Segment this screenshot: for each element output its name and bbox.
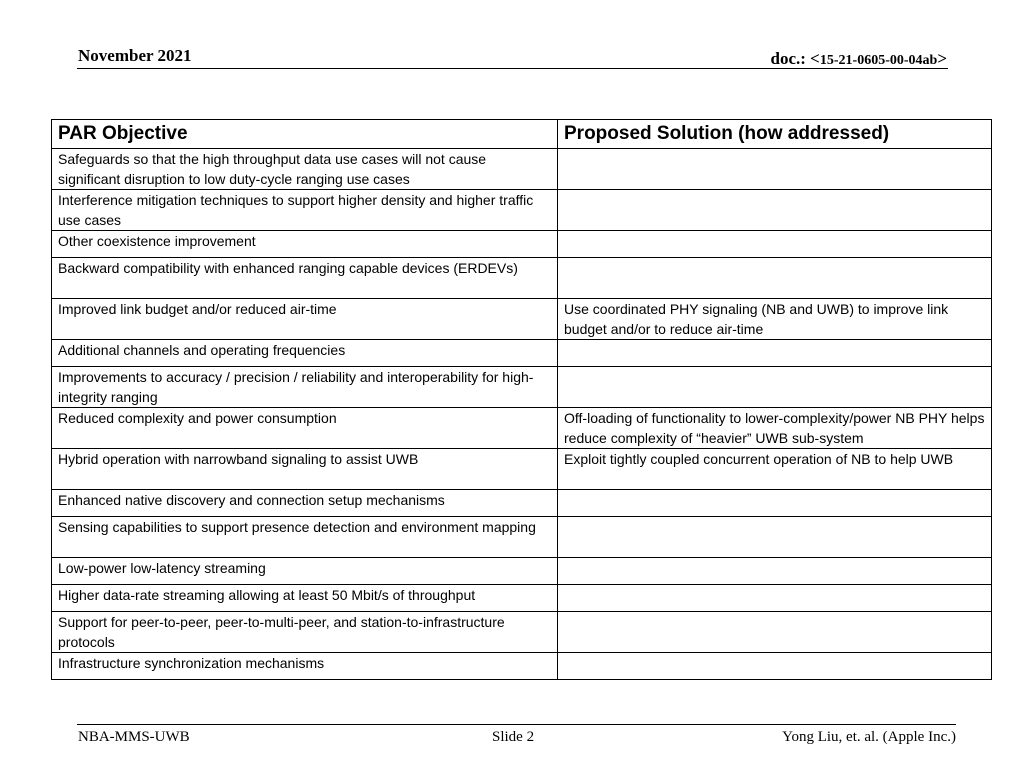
objective-cell: Additional channels and operating frequencies (52, 340, 558, 367)
table-row (52, 517, 992, 558)
table-row (52, 190, 992, 231)
solution-cell (558, 585, 992, 612)
solution-cell (558, 258, 992, 299)
objective-cell: Improvements to accuracy / precision / reliability and interoperability for high-integrity ranging (52, 367, 558, 408)
header-date: November 2021 (78, 46, 192, 65)
solution-cell (558, 517, 992, 558)
table-row (52, 231, 992, 258)
doc-prefix: doc.: < (770, 49, 820, 68)
objective-cell: Support for peer-to-peer, peer-to-multi-peer, and station-to-infrastructure protocols (52, 612, 558, 653)
objective-cell: Backward compatibility with enhanced ranging capable devices (ERDEVs) (52, 258, 558, 299)
table-row (52, 258, 992, 299)
objective-cell: Hybrid operation with narrowband signaling to assist UWB (52, 449, 558, 490)
table-row (52, 490, 992, 517)
solution-cell (558, 612, 992, 653)
objective-cell: Infrastructure synchronization mechanisms (52, 653, 558, 680)
table-row (52, 340, 992, 367)
objective-cell: Improved link budget and/or reduced air-time (52, 299, 558, 340)
table-row (52, 408, 992, 449)
objective-cell: Other coexistence improvement (52, 231, 558, 258)
solution-cell (558, 340, 992, 367)
doc-code: 15-21-0605-00-04ab (819, 53, 938, 68)
header-par-objective: PAR Objective (52, 120, 558, 149)
header-doc-id (771, 49, 947, 69)
table-row (52, 585, 992, 612)
solution-cell (558, 149, 992, 190)
table-row (52, 299, 992, 340)
solution-cell (558, 190, 992, 231)
objective-cell: Enhanced native discovery and connection setup mechanisms (52, 490, 558, 517)
header-divider (77, 68, 948, 69)
par-objectives-table (51, 119, 992, 680)
table-row (52, 612, 992, 653)
solution-cell (558, 231, 992, 258)
solution-cell: Off-loading of functionality to lower-complexity/power NB PHY helps reduce complexity of “heavier” UWB sub-system (558, 408, 992, 449)
solution-cell (558, 367, 992, 408)
objective-cell: Low-power low-latency streaming (52, 558, 558, 585)
header-proposed-solution: Proposed Solution (how addressed) (558, 120, 992, 149)
solution-cell (558, 490, 992, 517)
solution-cell (558, 653, 992, 680)
table-row (52, 653, 992, 680)
table-header-row (52, 120, 992, 149)
objective-cell: Reduced complexity and power consumption (52, 408, 558, 449)
table-row (52, 558, 992, 585)
objective-cell: Interference mitigation techniques to support higher density and higher traffic use cases (52, 190, 558, 231)
solution-cell: Use coordinated PHY signaling (NB and UWB) to improve link budget and/or to reduce air-time (558, 299, 992, 340)
table-row (52, 149, 992, 190)
footer-group-name: NBA-MMS-UWB (78, 729, 190, 745)
solution-cell (558, 558, 992, 585)
objective-cell: Higher data-rate streaming allowing at least 50 Mbit/s of throughput (52, 585, 558, 612)
footer-slide-number: Slide 2 (492, 729, 535, 745)
table-row (52, 449, 992, 490)
solution-cell: Exploit tightly coupled concurrent operation of NB to help UWB (558, 449, 992, 490)
table-row (52, 367, 992, 408)
footer-author: Yong Liu, et. al. (Apple Inc.) (782, 729, 956, 745)
doc-suffix: > (937, 49, 947, 68)
objective-cell: Safeguards so that the high throughput data use cases will not cause significant disruption to low duty-cycle ranging use cases (52, 149, 558, 190)
objective-cell: Sensing capabilities to support presence detection and environment mapping (52, 517, 558, 558)
footer-divider (77, 724, 956, 725)
